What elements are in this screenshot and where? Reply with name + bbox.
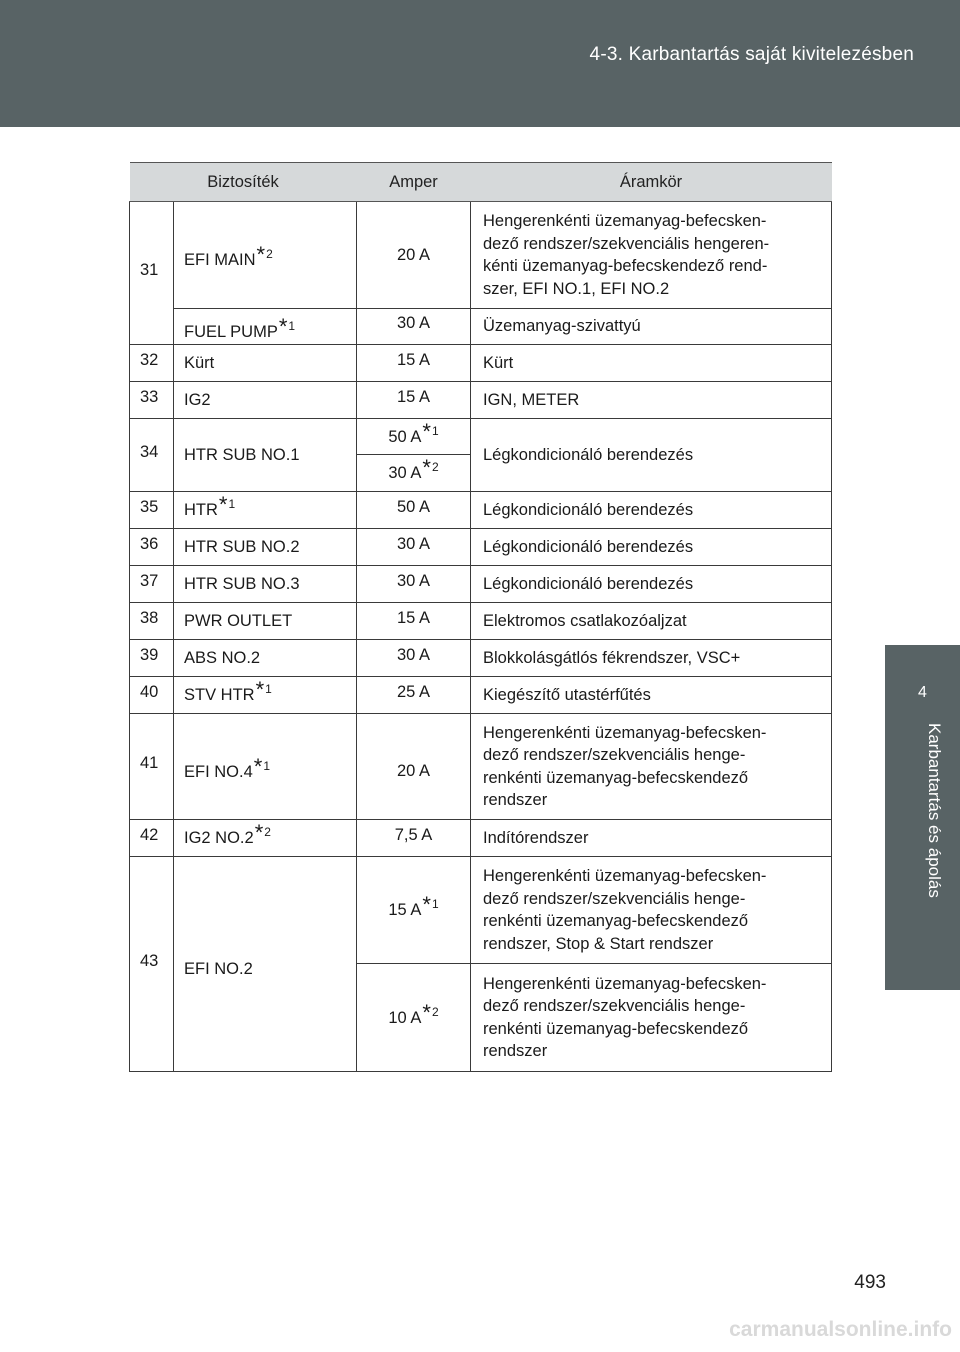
fuse-amp: 10 A*$^2$ (357, 964, 471, 1072)
table-row (130, 419, 832, 455)
fuse-circuit: Hengerenkénti üzemanyag-befecsken- dező rendszer/szekvenciális henge- renkénti üzemanyag-befecskendező rendszer (471, 964, 832, 1072)
fuse-circuit: Hengerenkénti üzemanyag-befecsken- dező rendszer/szekvenciális henge- renkénti üzemanyag-befecskendező rendszer (471, 714, 832, 820)
fuse-circuit: Légkondicionáló berendezés (471, 419, 832, 492)
fuse-circuit: Hengerenkénti üzemanyag-befecsken- dező rendszer/szekvenciális hengeren- kénti üzemanyag-befecskendező rend- szer, EFI NO.1, EFI NO.2 (471, 202, 832, 309)
table-row (130, 382, 832, 419)
table-row (130, 640, 832, 677)
chapter-title: Karbantartás és ápolás (925, 723, 944, 898)
column-header-circuit: Áramkör (471, 163, 832, 202)
fuse-number: 31 (130, 202, 174, 345)
fuse-amp: 30 A (357, 566, 471, 603)
fuse-circuit: Hengerenkénti üzemanyag-befecsken- dező rendszer/szekvenciális henge- renkénti üzemanyag-befecskendező rendszer, Stop & Start rendszer (471, 857, 832, 964)
fuse-name: EFI NO.2 (174, 857, 357, 1072)
fuse-amp: 20 A (357, 202, 471, 309)
fuse-number: 40 (130, 677, 174, 714)
fuse-number: 37 (130, 566, 174, 603)
footnote-marker: *$^1$ (218, 492, 236, 518)
table-row (130, 603, 832, 640)
fuse-table (129, 162, 832, 1072)
fuse-number: 38 (130, 603, 174, 640)
table-header-row (130, 163, 832, 202)
fuse-name: HTR SUB NO.3 (174, 566, 357, 603)
footnote-marker: *$^1$ (422, 892, 439, 918)
fuse-circuit: Kiegészítő utastérfűtés (471, 677, 832, 714)
fuse-name: PWR OUTLET (174, 603, 357, 640)
page-number: 493 (854, 1272, 886, 1293)
header-band (0, 0, 960, 127)
fuse-number: 43 (130, 857, 174, 1072)
fuse-circuit: Kürt (471, 345, 832, 382)
fuse-circuit: Elektromos csatlakozóaljzat (471, 603, 832, 640)
footnote-marker: *$^1$ (255, 677, 272, 703)
fuse-number: 42 (130, 820, 174, 857)
footnote-marker: *$^1$ (278, 313, 296, 339)
fuse-number: 34 (130, 419, 174, 492)
fuse-name: EFI MAIN*$^2$ (174, 202, 357, 309)
column-header-fuse: Biztosíték (130, 163, 357, 202)
table-row (130, 566, 832, 603)
chapter-number: 4 (918, 684, 927, 701)
fuse-name: HTR SUB NO.2 (174, 529, 357, 566)
fuse-name: STV HTR*$^1$ (174, 677, 357, 714)
fuse-number: 32 (130, 345, 174, 382)
fuse-amp: 15 A*$^1$ (357, 857, 471, 964)
fuse-amp: 30 A (357, 309, 471, 345)
fuse-name: IG2 NO.2*$^2$ (174, 820, 357, 857)
fuse-amp: 15 A (357, 603, 471, 640)
footnote-marker: *$^2$ (422, 999, 439, 1025)
chapter-side-tab (885, 645, 960, 990)
fuse-amp: 20 A (357, 714, 471, 820)
fuse-circuit: Üzemanyag-szivattyú (471, 309, 832, 345)
table-row (130, 345, 832, 382)
fuse-amp: 50 A*$^1$ (357, 419, 471, 455)
fuse-name: FUEL PUMP*$^1$ (174, 309, 357, 345)
footnote-marker: *$^1$ (253, 753, 271, 779)
fuse-name: EFI NO.4*$^1$ (174, 714, 357, 820)
table-row (130, 202, 832, 309)
fuse-circuit: Blokkolásgátlós fékrendszer, VSC+ (471, 640, 832, 677)
table-row (130, 820, 832, 857)
fuse-name: Kürt (174, 345, 357, 382)
table-row (130, 529, 832, 566)
fuse-circuit: Légkondicionáló berendezés (471, 492, 832, 529)
table-row (130, 677, 832, 714)
fuse-name: HTR*$^1$ (174, 492, 357, 529)
fuse-number: 33 (130, 382, 174, 419)
watermark: carmanualsonline.info (729, 1318, 952, 1341)
section-title: 4-3. Karbantartás saját kivitelezésben (589, 44, 914, 65)
table-row (130, 714, 832, 820)
fuse-number: 36 (130, 529, 174, 566)
footnote-marker: *$^2$ (422, 455, 439, 481)
fuse-amp: 15 A (357, 345, 471, 382)
fuse-amp: 7,5 A (357, 820, 471, 857)
fuse-name: HTR SUB NO.1 (174, 419, 357, 492)
fuse-name: IG2 (174, 382, 357, 419)
fuse-number: 39 (130, 640, 174, 677)
fuse-circuit: IGN, METER (471, 382, 832, 419)
footnote-marker: *$^2$ (256, 242, 273, 268)
fuse-amp: 50 A (357, 492, 471, 529)
fuse-circuit: Légkondicionáló berendezés (471, 566, 832, 603)
fuse-name: ABS NO.2 (174, 640, 357, 677)
fuse-amp: 30 A (357, 640, 471, 677)
fuse-circuit: Indítórendszer (471, 820, 832, 857)
footnote-marker: *$^2$ (254, 820, 271, 846)
footnote-marker: *$^1$ (422, 418, 439, 444)
table-row (130, 857, 832, 964)
table-row (130, 492, 832, 529)
column-header-amp: Amper (357, 163, 471, 202)
fuse-amp: 25 A (357, 677, 471, 714)
table-row (130, 309, 832, 345)
fuse-amp: 15 A (357, 382, 471, 419)
fuse-number: 41 (130, 714, 174, 820)
fuse-amp: 30 A (357, 529, 471, 566)
fuse-number: 35 (130, 492, 174, 529)
fuse-circuit: Légkondicionáló berendezés (471, 529, 832, 566)
fuse-amp: 30 A*$^2$ (357, 455, 471, 492)
